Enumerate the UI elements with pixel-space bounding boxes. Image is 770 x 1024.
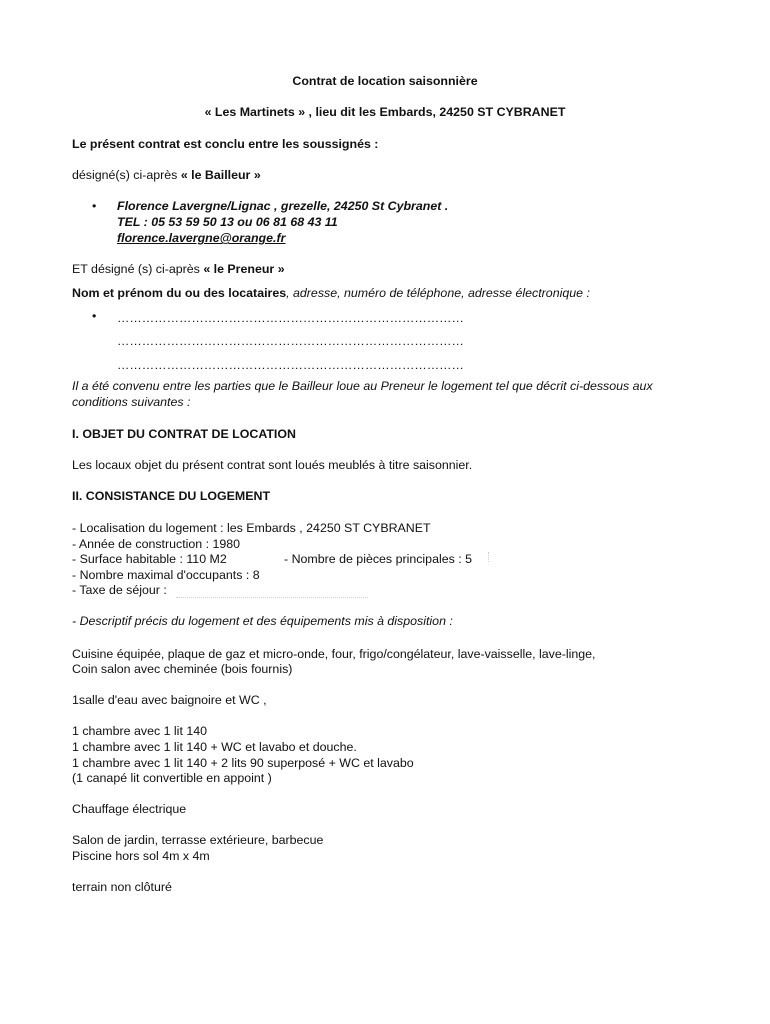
preneur-dotted-line: ………………………………………………………………………… — [117, 358, 464, 372]
convention-text: conditions suivantes : — [72, 395, 191, 409]
bailleur-email-link[interactable]: florence.lavergne@orange.fr — [117, 231, 286, 245]
heating-line: Chauffage électrique — [72, 802, 187, 816]
pool-line: Piscine hors sol 4m x 4m — [72, 849, 210, 863]
bailleur-bullet: • — [92, 199, 97, 213]
sofa-bed-line: (1 canapé lit convertible en appoint ) — [72, 771, 272, 785]
bedroom-line: 1 chambre avec 1 lit 140 — [72, 724, 207, 738]
lounge-line: Coin salon avec cheminée (bois fournis) — [72, 662, 293, 676]
bailleur-designation — [72, 167, 261, 183]
max-occupants-line: - Nombre maximal d'occupants : 8 — [72, 568, 260, 582]
preneur-label: « le Preneur » — [203, 262, 285, 276]
bailleur-name: Florence Lavergne/Lignac , grezelle, 24250 St Cybranet . — [117, 199, 449, 213]
property-subtitle: « Les Martinets » , lieu dit les Embards, 24250 ST CYBRANET — [204, 105, 566, 119]
contract-title: Contrat de location saisonnière — [292, 74, 478, 88]
bailleur-prefix: désigné(s) ci-après — [72, 168, 181, 182]
preneur-fields — [72, 285, 590, 301]
bedroom-line: 1 chambre avec 1 lit 140 + 2 lits 90 superposé + WC et lavabo — [72, 756, 414, 770]
kitchen-line: Cuisine équipée, plaque de gaz et micro-onde, four, frigo/congélateur, lave-vaisselle, lave-linge, — [72, 647, 596, 661]
preneur-bullet: • — [92, 309, 97, 323]
construction-year-line: - Année de construction : 1980 — [72, 537, 241, 551]
surface-line: - Surface habitable : 110 M2 — [72, 552, 227, 566]
tourist-tax-blank-field — [176, 593, 368, 598]
preneur-dotted-line: ………………………………………………………………………… — [117, 334, 464, 348]
tourist-tax-line: - Taxe de séjour : — [72, 583, 167, 597]
preneur-prefix: ET désigné (s) ci-après — [72, 262, 204, 276]
bedroom-line: 1 chambre avec 1 lit 140 + WC et lavabo et douche. — [72, 740, 357, 754]
preneur-designation — [72, 261, 285, 277]
preneur-dotted-line: ………………………………………………………………………… — [117, 311, 464, 325]
descriptif-heading: - Descriptif précis du logement et des équipements mis à disposition : — [72, 614, 453, 628]
section2-heading: II. CONSISTANCE DU LOGEMENT — [72, 489, 271, 503]
bathroom-line: 1salle d'eau avec baignoire et WC , — [72, 693, 267, 707]
preneur-fields-details: , adresse, numéro de téléphone, adresse électronique : — [286, 286, 590, 300]
bailleur-phone: TEL : 05 53 59 50 13 ou 06 81 68 43 11 — [117, 215, 338, 229]
section1-text: Les locaux objet du présent contrat sont loués meublés à titre saisonnier. — [72, 458, 473, 472]
rooms-line: - Nombre de pièces principales : 5 — [284, 552, 473, 566]
convention-text: Il a été convenu entre les parties que le Bailleur loue au Preneur le logement tel que décrit ci-dessous aux — [72, 379, 653, 393]
bailleur-label: « le Bailleur » — [180, 168, 261, 182]
localisation-line: - Localisation du logement : les Embards , 24250 ST CYBRANET — [72, 521, 431, 535]
preneur-fields-name: Nom et prénom du ou des locataires — [72, 286, 287, 300]
section1-heading: I. OBJET DU CONTRAT DE LOCATION — [72, 427, 296, 441]
field-mark — [488, 552, 492, 562]
contract-intro: Le présent contrat est conclu entre les soussignés : — [72, 137, 379, 151]
outdoor-line: Salon de jardin, terrasse extérieure, barbecue — [72, 833, 324, 847]
land-line: terrain non clôturé — [72, 880, 172, 894]
